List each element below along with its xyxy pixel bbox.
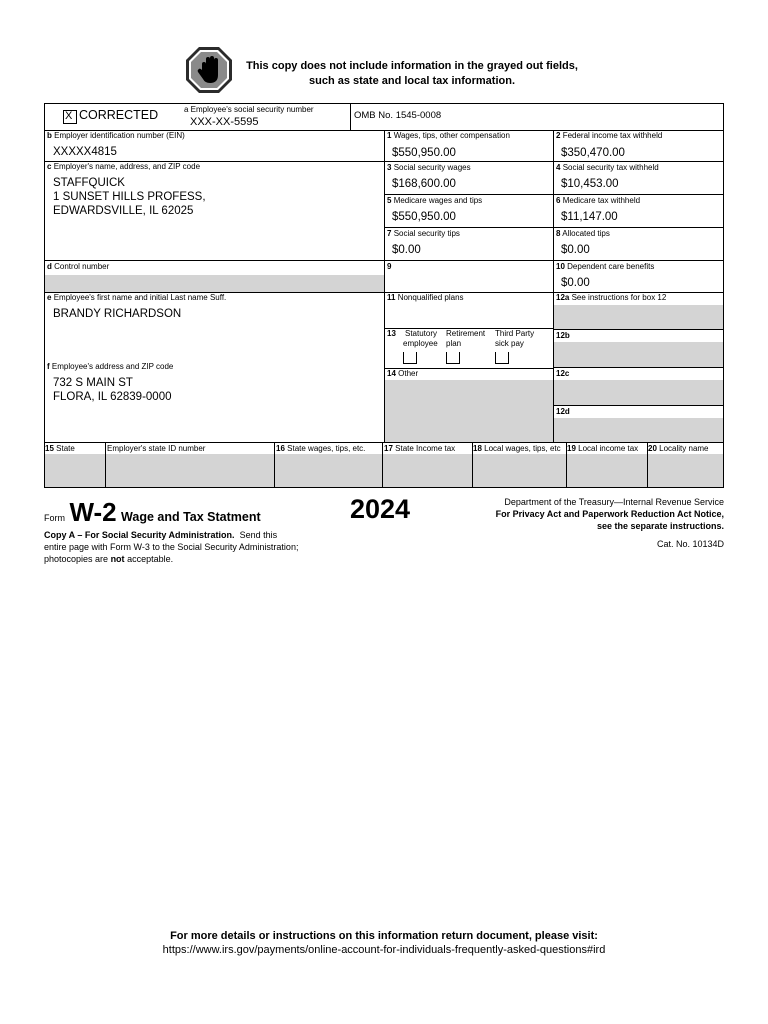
corrected-label: CORRECTED: [79, 108, 159, 122]
irs-link[interactable]: https://www.irs.gov/payments/online-account-for-individuals-frequently-asked-questions#ird: [162, 944, 606, 956]
state-gray: [45, 454, 105, 487]
cat-number: Cat. No. 10134D: [656, 539, 724, 549]
box-8-value: $0.00: [561, 244, 590, 256]
dept-line-1: Department of the Treasury—Internal Revenue Service: [504, 497, 724, 507]
box-12d-label: 12d: [556, 407, 570, 416]
box-9-label: 9: [387, 262, 392, 271]
locality-name-gray: [648, 454, 723, 487]
box-18-label: 18 Local wages, tips, etc: [473, 444, 561, 453]
box-14-label: 14 Other: [387, 369, 419, 378]
box-4-value: $10,453.00: [561, 178, 619, 190]
copy-a-heading: Copy A – For Social Security Administration.: [44, 530, 235, 540]
dept-line-3: see the separate instructions.: [596, 521, 724, 531]
box-12b-gray: [554, 342, 723, 367]
state-wages-gray: [275, 454, 382, 487]
box-c-label: c Employer's name, address, and ZIP code: [47, 162, 201, 171]
employee-address-line2: FLORA, IL 62839-0000: [53, 391, 172, 403]
dept-line-2: For Privacy Act and Paperwork Reduction Act Notice,: [495, 509, 724, 519]
box-11-label: 11 Nonqualified plans: [387, 293, 464, 302]
box-5-value: $550,950.00: [392, 211, 456, 223]
box-6-label: 6 Medicare tax withheld: [556, 196, 641, 205]
employer-name: STAFFQUICK: [53, 177, 125, 189]
box-7-value: $0.00: [392, 244, 421, 256]
form-title: Wage and Tax Statment: [121, 510, 261, 524]
third-party-label-1: Third Party: [495, 329, 535, 338]
employee-name: BRANDY RICHARDSON: [53, 308, 182, 320]
box-7-label: 7 Social security tips: [387, 229, 460, 238]
control-number-gray: [45, 275, 384, 292]
notice-line-2: such as state and local tax information.: [309, 75, 515, 87]
form-word: Form: [44, 513, 65, 523]
box-19-label: 19 Local income tax: [567, 444, 639, 453]
local-wages-gray: [473, 454, 566, 487]
employer-address-line2: EDWARDSVILLE, IL 62025: [53, 205, 194, 217]
box-20-label: 20 Locality name: [648, 444, 709, 453]
box-f-label: f Employee's address and ZIP code: [47, 362, 174, 371]
ein-value: XXXXX4815: [53, 146, 117, 158]
statutory-label-1: Statutory: [405, 329, 438, 338]
box-4-label: 4 Social security tax withheld: [556, 163, 659, 172]
department-block: [496, 496, 724, 532]
box-16-label: 16 State wages, tips, etc.: [276, 444, 366, 453]
tax-year: 2024: [350, 494, 411, 524]
state-income-tax-gray: [383, 454, 472, 487]
statutory-employee-checkbox[interactable]: [403, 352, 417, 364]
box-12d-gray: [554, 418, 723, 442]
box-1-value: $550,950.00: [392, 147, 456, 159]
third-party-sick-pay-checkbox[interactable]: [495, 352, 509, 364]
third-party-label-2: sick pay: [495, 339, 524, 348]
bottom-line-1: For more details or instructions on this information return document, please visit:: [170, 930, 598, 942]
box-13-label: 13: [387, 329, 396, 338]
copy-a-text-3a: photocopies are: [44, 554, 109, 564]
retirement-plan-checkbox[interactable]: [446, 352, 460, 364]
box-14-gray: [385, 380, 553, 442]
copy-a-text-1: Send this: [239, 530, 278, 540]
retirement-label-1: Retirement: [446, 329, 486, 338]
box-3-label: 3 Social security wages: [387, 163, 471, 172]
box-12b-label: 12b: [556, 331, 570, 340]
employer-address-line1: 1 SUNSET HILLS PROFESS,: [53, 191, 206, 203]
box-5-label: 5 Medicare wages and tips: [387, 196, 483, 205]
copy-a-not: not: [110, 554, 125, 564]
box-17-label: 17 State Income tax: [384, 444, 456, 453]
ssn-value: XXX-XX-5595: [190, 116, 259, 128]
bottom-notice: [0, 929, 768, 957]
box-b-label: b Employer identification number (EIN): [47, 131, 185, 140]
box-e-label: e Employee's first name and initial Last name Suff.: [47, 293, 227, 302]
form-title-block: [44, 497, 261, 528]
statutory-label-2: employee: [403, 339, 438, 348]
local-income-tax-gray: [567, 454, 647, 487]
copy-a-text-3b: acceptable.: [127, 554, 174, 564]
box-8-label: 8 Allocated tips: [556, 229, 610, 238]
box-12c-label: 12c: [556, 369, 570, 378]
form-name: W-2: [69, 497, 117, 527]
box-15-label: 15 State: [45, 444, 75, 453]
box-12a-gray: [554, 305, 723, 329]
box-10-value: $0.00: [561, 277, 590, 289]
box-10-label: 10 Dependent care benefits: [556, 262, 655, 271]
box-d-label: d Control number: [47, 262, 110, 271]
retirement-label-2: plan: [446, 339, 462, 348]
omb-number: OMB No. 1545-0008: [354, 110, 442, 121]
employee-address-line1: 732 S MAIN ST: [53, 377, 133, 389]
ssn-label: a Employee's social security number: [184, 105, 314, 114]
box-12a-label: 12a See instructions for box 12: [556, 293, 667, 302]
stop-hand-icon: [185, 46, 233, 94]
corrected-checkbox-mark: X: [65, 110, 73, 122]
employer-state-id-gray: [106, 454, 274, 487]
w2-form-grid: [44, 103, 724, 488]
box-1-label: 1 Wages, tips, other compensation: [387, 131, 510, 140]
copy-a-instructions: [44, 529, 354, 565]
copy-a-text-2: entire page with Form W-3 to the Social Security Administration;: [44, 542, 299, 552]
grayed-fields-notice: [242, 59, 582, 89]
box-2-label: 2 Federal income tax withheld: [556, 131, 663, 140]
box-6-value: $11,147.00: [561, 211, 618, 223]
employer-state-id-label: Employer's state ID number: [107, 444, 206, 453]
box-2-value: $350,470.00: [561, 147, 625, 159]
box-3-value: $168,600.00: [392, 178, 456, 190]
box-12c-gray: [554, 380, 723, 405]
notice-line-1: This copy does not include information in the grayed out fields,: [246, 60, 578, 72]
